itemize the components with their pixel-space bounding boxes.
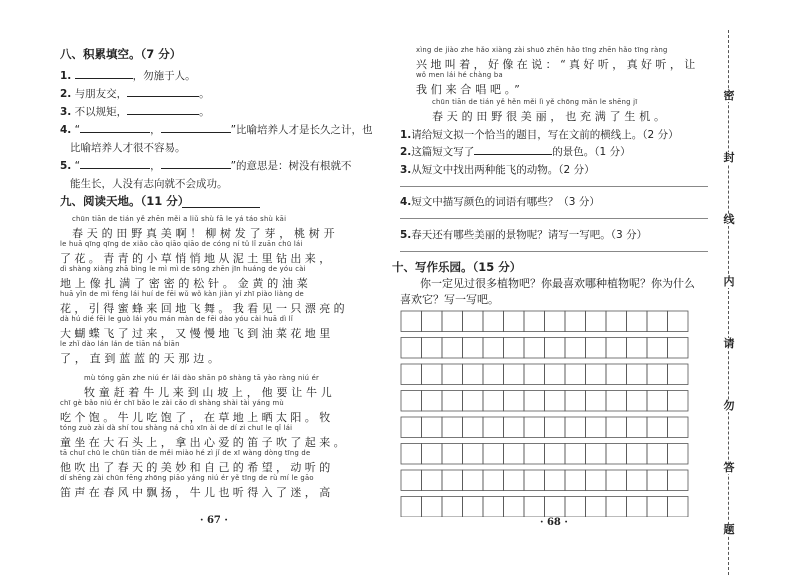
grid-cell[interactable]: [586, 470, 607, 491]
grid-cell[interactable]: [504, 444, 525, 465]
grid-cell[interactable]: [606, 338, 627, 359]
seal-char: 内: [720, 276, 738, 288]
grid-cell[interactable]: [647, 311, 668, 332]
pinyin-line: chūn tiān de tián yě zhēn měi a liǔ shù fā le yá táo shù kāi: [72, 215, 287, 223]
grid-cell[interactable]: [422, 364, 443, 385]
grid-cell[interactable]: [442, 497, 463, 518]
grid-cell[interactable]: [586, 338, 607, 359]
blank[interactable]: [474, 145, 552, 155]
grid-cell[interactable]: [463, 391, 484, 412]
section-8-title: 八、积累填空。（7 分）: [60, 47, 182, 61]
page-number: · 68 ·: [540, 517, 568, 528]
grid-cell[interactable]: [565, 311, 586, 332]
q9-5: 5.春天还有哪些美丽的景物呢？请写一写吧。（3 分）: [400, 229, 648, 241]
grid-squares[interactable]: [400, 309, 702, 517]
grid-cell[interactable]: [422, 311, 443, 332]
grid-cell[interactable]: [606, 417, 627, 438]
q8-4: 4. “ ， ”比喻培养人才是长久之计，也: [60, 124, 373, 136]
pinyin-line: tā chuī chū le chūn tiān de měi miào hé zì jǐ de xī wàng dòng tīng de: [60, 449, 311, 457]
grid-cell[interactable]: [627, 311, 648, 332]
grid-cell[interactable]: [545, 417, 566, 438]
seal-char: 请: [720, 338, 738, 350]
grid-cell[interactable]: [483, 391, 504, 412]
grid-cell[interactable]: [442, 391, 463, 412]
left-page: [60, 0, 376, 588]
grid-cell[interactable]: [401, 311, 422, 332]
grid-cell[interactable]: [606, 364, 627, 385]
grid-cell[interactable]: [401, 497, 422, 518]
q8-2: 2. 与朋友交， 。: [60, 88, 210, 100]
blank[interactable]: [80, 159, 150, 169]
grid-cell[interactable]: [668, 338, 689, 359]
grid-cell[interactable]: [545, 364, 566, 385]
grid-cell[interactable]: [504, 497, 525, 518]
grid-cell[interactable]: [504, 311, 525, 332]
grid-cell[interactable]: [565, 391, 586, 412]
grid-cell[interactable]: [524, 444, 545, 465]
grid-cell[interactable]: [627, 364, 648, 385]
grid-cell[interactable]: [463, 364, 484, 385]
grid-cell[interactable]: [586, 391, 607, 412]
grid-cell[interactable]: [586, 444, 607, 465]
pinyin-line: huā yǐn de mì fēng lái huí de fēi wǔ wǒ kàn jiàn yí zhī piào liàng de: [60, 290, 304, 298]
grid-cell[interactable]: [627, 417, 648, 438]
pinyin-line: dà hú dié fēi le guò lái yōu mán màn de fēi dào yóu cài huā dì lǐ: [60, 315, 294, 323]
q9-2: 2.这篇短文写了 的景色。（1 分）: [400, 146, 631, 158]
q8-3: 3. 不以规矩， 。: [60, 106, 210, 118]
grid-cell[interactable]: [668, 391, 689, 412]
grid-cell[interactable]: [647, 338, 668, 359]
seal-line: [728, 30, 729, 575]
grid-cell[interactable]: [524, 364, 545, 385]
grid-cell[interactable]: [422, 391, 443, 412]
grid-cell[interactable]: [422, 497, 443, 518]
grid-cell[interactable]: [401, 338, 422, 359]
grid-cell[interactable]: [668, 364, 689, 385]
answer-line[interactable]: [400, 186, 708, 187]
q9-1: 1.请给短文拟一个恰当的题目，写在文前的横线上。（2 分）: [400, 129, 679, 141]
grid-cell[interactable]: [463, 311, 484, 332]
grid-cell[interactable]: [483, 364, 504, 385]
grid-cell[interactable]: [463, 497, 484, 518]
text-line: 童坐在大石头上，拿出心爱的笛子吹了起来。: [60, 436, 348, 449]
grid-cell[interactable]: [422, 417, 443, 438]
text-line: 大蝴蝶飞了过来，又慢慢地飞到油菜花地里: [60, 327, 334, 340]
grid-cell[interactable]: [524, 470, 545, 491]
seal-char: 封: [720, 152, 738, 164]
pinyin-line: dì shàng xiàng zhā bìng le mì mì de sōng zhēn jīn huáng de yóu cài: [60, 265, 306, 273]
grid-cell[interactable]: [565, 497, 586, 518]
grid-cell[interactable]: [647, 497, 668, 518]
grid-cell[interactable]: [668, 417, 689, 438]
blank[interactable]: [75, 69, 133, 79]
grid-cell[interactable]: [606, 391, 627, 412]
grid-cell[interactable]: [442, 417, 463, 438]
grid-cell[interactable]: [647, 417, 668, 438]
grid-cell[interactable]: [463, 417, 484, 438]
grid-cell[interactable]: [524, 338, 545, 359]
blank[interactable]: [127, 105, 199, 115]
grid-cell[interactable]: [627, 444, 648, 465]
grid-cell[interactable]: [647, 444, 668, 465]
pinyin-line: xìng de jiào zhe hǎo xiàng zài shuō zhēn hǎo tīng zhēn hǎo tīng ràng: [416, 46, 668, 54]
grid-cell[interactable]: [422, 470, 443, 491]
text-line: 地上像扎满了密密的松针。金黄的油菜: [60, 277, 312, 290]
text-line: 春天的田野很美丽，也充满了生机。: [432, 110, 669, 123]
grid-cell[interactable]: [606, 444, 627, 465]
grid-cell[interactable]: [504, 338, 525, 359]
grid-cell[interactable]: [442, 311, 463, 332]
answer-line[interactable]: [400, 251, 708, 252]
text-line: 笛声在春风中飘扬，牛儿也听得入了迷，高: [60, 486, 334, 499]
grid-cell[interactable]: [504, 364, 525, 385]
grid-cell[interactable]: [627, 470, 648, 491]
grid-cell[interactable]: [442, 444, 463, 465]
text-line: 花，引得蜜蜂来回地飞舞。我看见一只漂亮的: [60, 302, 348, 315]
grid-cell[interactable]: [586, 417, 607, 438]
seal-char: 密: [720, 90, 738, 102]
grid-cell[interactable]: [545, 444, 566, 465]
section-10-title: 十、写作乐园。（15 分）: [392, 260, 522, 274]
grid-cell[interactable]: [504, 470, 525, 491]
seal-char: 勿: [720, 400, 738, 412]
grid-cell[interactable]: [401, 470, 422, 491]
grid-cell[interactable]: [668, 497, 689, 518]
passage-title-blank[interactable]: [182, 207, 260, 208]
pinyin-line: chūn tiān de tián yě hěn měi lì yě chōng mǎn le shēng jī: [432, 98, 638, 106]
q9-3: 3.从短文中找出两种能飞的动物。（2 分）: [400, 164, 595, 176]
grid-cell[interactable]: [463, 444, 484, 465]
grid-cell[interactable]: [545, 470, 566, 491]
grid-cell[interactable]: [565, 417, 586, 438]
pinyin-line: mù tóng gān zhe niú ér lái dào shān pō shàng tā yào ràng niú ér: [84, 374, 320, 382]
grid-cell[interactable]: [401, 444, 422, 465]
text-line: 牧童赶着牛儿来到山坡上，他要让牛儿: [84, 386, 336, 399]
grid-cell[interactable]: [627, 391, 648, 412]
grid-cell[interactable]: [401, 417, 422, 438]
grid-cell[interactable]: [483, 444, 504, 465]
text-line: 吃个饱。牛儿吃饱了，在草地上晒太阳。牧: [60, 411, 334, 424]
writing-grid[interactable]: [400, 309, 702, 517]
q8-5-cont: 能生长，人没有志向就不会成功。: [70, 178, 228, 190]
grid-cell[interactable]: [565, 470, 586, 491]
grid-cell[interactable]: [442, 338, 463, 359]
grid-cell[interactable]: [668, 444, 689, 465]
grid-cell[interactable]: [463, 338, 484, 359]
grid-cell[interactable]: [627, 497, 648, 518]
writing-prompt: 你一定见过很多植物吧？你最喜欢哪种植物呢？你为什么: [420, 277, 695, 290]
grid-cell[interactable]: [565, 444, 586, 465]
pinyin-line: chī gè bǎo niú ér chī bǎo le zài cǎo dì shàng shài tài yáng mù: [60, 399, 284, 407]
grid-cell[interactable]: [545, 391, 566, 412]
blank[interactable]: [127, 87, 199, 97]
grid-cell[interactable]: [565, 338, 586, 359]
grid-cell[interactable]: [586, 311, 607, 332]
grid-cell[interactable]: [483, 497, 504, 518]
pinyin-line: le huā qīng qīng de xiǎo cǎo qiāo qiāo de cóng ní tǔ lǐ zuān chū lái: [60, 240, 303, 248]
seal-char: 线: [720, 214, 738, 226]
grid-cell[interactable]: [401, 391, 422, 412]
grid-cell[interactable]: [504, 417, 525, 438]
grid-cell[interactable]: [442, 364, 463, 385]
grid-cell[interactable]: [627, 338, 648, 359]
grid-cell[interactable]: [586, 497, 607, 518]
grid-cell[interactable]: [565, 364, 586, 385]
q9-4: 4.短文中描写颜色的词语有哪些？（3 分）: [400, 196, 600, 208]
seal-char: 题: [720, 524, 738, 536]
grid-cell[interactable]: [422, 338, 443, 359]
seal-char: 答: [720, 462, 738, 474]
grid-cell[interactable]: [524, 417, 545, 438]
grid-cell[interactable]: [401, 364, 422, 385]
grid-cell[interactable]: [606, 470, 627, 491]
grid-cell[interactable]: [483, 470, 504, 491]
grid-cell[interactable]: [504, 391, 525, 412]
grid-cell[interactable]: [524, 391, 545, 412]
grid-cell[interactable]: [647, 364, 668, 385]
blank[interactable]: [161, 123, 231, 133]
pinyin-line: dí shēng zài chūn fēng zhōng piāo yáng niú ér yě tīng de rù mí le gāo: [60, 474, 314, 482]
q8-4-cont: 比喻培养人才很不容易。: [70, 142, 186, 154]
text-line: 了花。青青的小草悄悄地从泥土里钻出来，: [60, 252, 334, 265]
blank[interactable]: [80, 123, 150, 133]
blank[interactable]: [161, 159, 231, 169]
page-number: · 67 ·: [200, 515, 228, 526]
grid-cell[interactable]: [524, 497, 545, 518]
grid-cell[interactable]: [545, 338, 566, 359]
q8-1: 1. ，勿施于人。: [60, 70, 196, 82]
pinyin-line: le zhǐ dào lán lán de tiān ná biān: [60, 340, 180, 348]
grid-cell[interactable]: [647, 470, 668, 491]
grid-cell[interactable]: [647, 391, 668, 412]
grid-cell[interactable]: [668, 470, 689, 491]
grid-cell[interactable]: [442, 470, 463, 491]
grid-cell[interactable]: [483, 417, 504, 438]
text-line: 他吹出了春天的美妙和自己的希望，动听的: [60, 461, 334, 474]
grid-cell[interactable]: [483, 338, 504, 359]
grid-cell[interactable]: [545, 311, 566, 332]
text-line: 兴地叫着，好像在说：“真好听，真好听，让: [416, 58, 699, 71]
grid-cell[interactable]: [483, 311, 504, 332]
grid-cell[interactable]: [606, 497, 627, 518]
grid-cell[interactable]: [606, 311, 627, 332]
pinyin-line: wǒ men lái hé chàng ba: [416, 71, 503, 79]
text-line: 春天的田野真美啊！柳树发了芽，桃树开: [72, 227, 339, 240]
grid-cell[interactable]: [545, 497, 566, 518]
grid-cell[interactable]: [586, 364, 607, 385]
text-line: 了，直到蓝蓝的天那边。: [60, 352, 223, 365]
grid-cell[interactable]: [422, 444, 443, 465]
grid-cell[interactable]: [668, 311, 689, 332]
grid-cell[interactable]: [463, 470, 484, 491]
grid-cell[interactable]: [524, 311, 545, 332]
binding-margin: [717, 30, 741, 575]
pinyin-line: tóng zuò zài dà shí tou shàng ná chū xīn ài de dí zi chuī le qǐ lái: [60, 424, 293, 432]
answer-line[interactable]: [400, 218, 708, 219]
section-9-title: 九、阅读天地。（11 分）: [60, 194, 190, 208]
q8-5: 5. “ ， ”的意思是：树没有根就不: [60, 160, 352, 172]
writing-prompt-cont: 喜欢它？写一写吧。: [400, 293, 499, 306]
text-line: 我们来合唱吧。”: [416, 83, 524, 96]
